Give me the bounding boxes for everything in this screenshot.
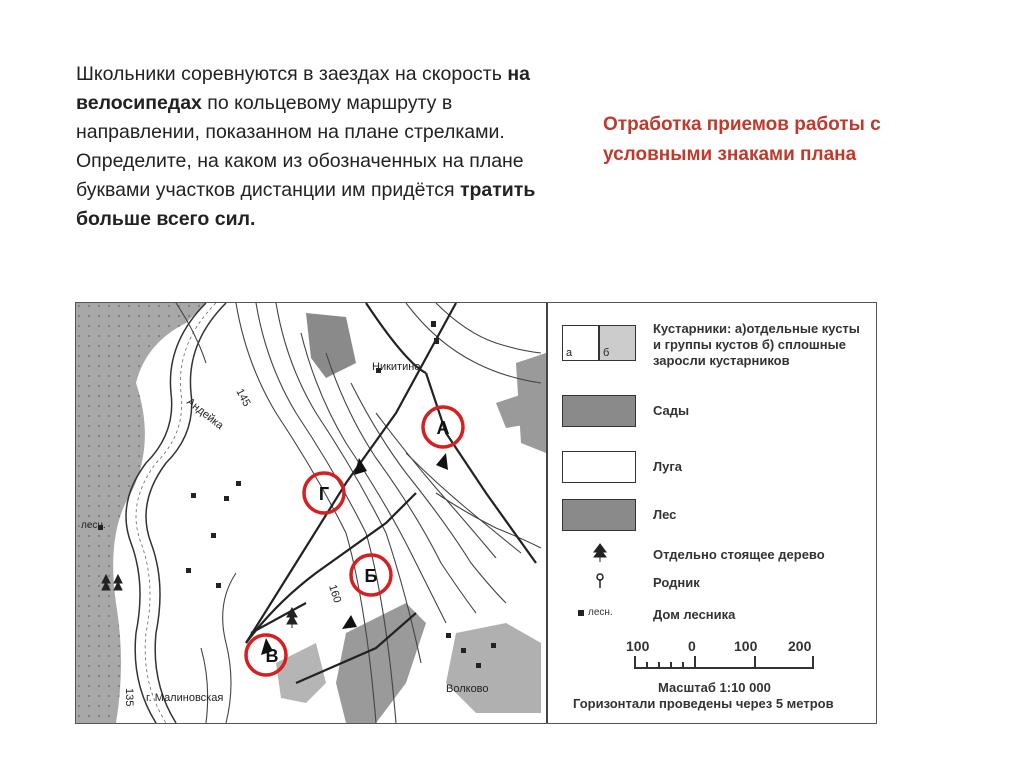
legend-scale <box>548 638 877 718</box>
legend-shrubs <box>548 321 877 371</box>
label-malinovskaya: г. Малиновская <box>146 692 224 704</box>
meadow-swatch <box>562 451 636 483</box>
shrubs-a-swatch <box>562 325 599 361</box>
spring-icon <box>590 571 610 591</box>
checkpoint-v-label: В <box>265 646 279 666</box>
checkpoint-a[interactable] <box>423 407 463 447</box>
task-part-2: по кольцевому маршруту в направлении, показанном на плане стрелками. Определите, на каком из обозначенных на плане буквами участков дистанции им придётся <box>76 92 524 201</box>
checkpoint-g[interactable] <box>304 473 344 513</box>
legend-forester-label: Дом лесника <box>653 607 736 622</box>
checkpoint-g-label: Г <box>318 484 330 504</box>
tree-symbols <box>102 575 297 628</box>
legend-tree <box>548 543 877 565</box>
forester-house-icon <box>578 610 584 616</box>
label-andreyka: Андейка <box>184 395 226 433</box>
scale-label: Масштаб 1:10 000 <box>658 680 771 695</box>
legend-spring <box>548 571 877 593</box>
legend-forest <box>548 499 877 535</box>
scale-bar <box>633 654 833 674</box>
legend-gardens-label: Сады <box>653 403 690 418</box>
task-text <box>76 60 556 234</box>
task-part-1: Школьники соревнуются в заездах на скорость <box>76 63 508 85</box>
checkpoint-a-label: А <box>436 418 450 438</box>
task-bold-1: на велосипедах <box>76 63 530 114</box>
legend-shrubs-label: Кустарники: а)отдельные кусты и группы кустов б) сплошные заросли кустарников <box>653 321 860 368</box>
section-heading: Отработка приемов работы с условными знаками плана <box>603 114 881 165</box>
label-height-160: 160 <box>326 583 344 605</box>
label-nikitino: Никитино <box>372 361 421 373</box>
legend-gardens <box>548 395 877 431</box>
legend-forest-label: Лес <box>653 507 677 522</box>
legend-tree-label: Отдельно стоящее дерево <box>653 547 825 562</box>
label-lesn: лесн. <box>81 520 106 531</box>
map-legend <box>546 303 877 723</box>
shrubs-b-letter: б <box>603 347 610 359</box>
scale-tick-1: 100 <box>626 638 650 654</box>
forest-swatch <box>562 499 636 531</box>
garden-area-volkovo <box>446 623 541 713</box>
gardens-swatch <box>562 395 636 427</box>
legend-meadow <box>548 451 877 487</box>
shrubs-a-letter: а <box>566 347 573 359</box>
forester-mark-text: лесн. <box>588 607 613 618</box>
settlement-blocks <box>98 321 496 668</box>
river-bank-right <box>146 303 226 723</box>
checkpoint-b[interactable] <box>351 555 391 595</box>
task-bold-2: тратить больше всего сил. <box>76 179 536 230</box>
map-drawing <box>76 303 546 723</box>
legend-forester <box>548 603 877 625</box>
topographic-map <box>75 302 877 724</box>
contour-interval-label: Горизонтали проведены через 5 метров <box>573 696 834 711</box>
shrubs-b-swatch <box>599 325 636 361</box>
label-height-135: 135 <box>123 688 135 707</box>
label-volkovo: Волково <box>446 683 489 695</box>
scale-tick-4: 200 <box>788 638 812 654</box>
tree-icon <box>590 543 610 563</box>
checkpoint-b-label: Б <box>364 566 378 586</box>
label-height-145: 145 <box>233 386 253 409</box>
scale-tick-2: 0 <box>688 638 696 654</box>
scale-tick-3: 100 <box>734 638 758 654</box>
legend-spring-label: Родник <box>653 575 700 590</box>
legend-meadow-label: Луга <box>653 459 682 474</box>
